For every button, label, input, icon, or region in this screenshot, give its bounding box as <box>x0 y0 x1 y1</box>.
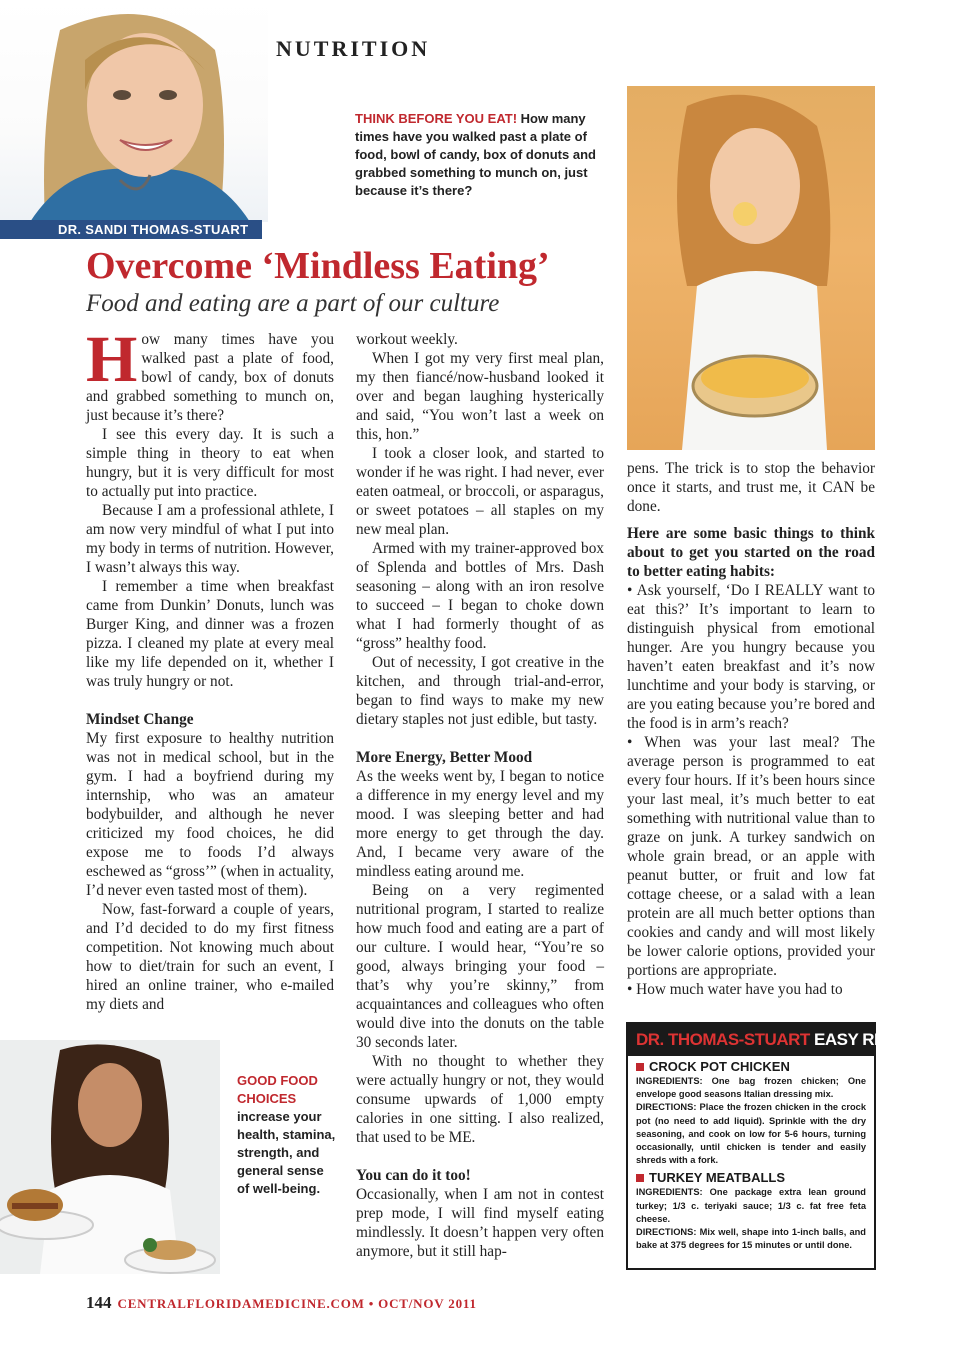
pull-quote-bottom <box>237 1072 337 1198</box>
pull-quote-lead: THINK BEFORE YOU EAT! <box>355 111 518 126</box>
recipes-header: DR. THOMAS-STUART EASY RECIPES <box>628 1024 874 1056</box>
section-heading: You can do it too! <box>356 1167 471 1184</box>
paragraph: Now, fast-forward a couple of years, and I’d decided to do my first fitness competition. Not knowing much about how to diet/train for such an event, I hired an online trainer, who e-mailed my diets and <box>86 901 334 1013</box>
page-footer <box>86 1293 477 1313</box>
paragraph: With no thought to whether they were actually hungry or not, they would consume upwards of 1,000 empty calories in one sitting. I also realized, that used to be ME. <box>356 1053 604 1146</box>
woman-eating-chips-photo <box>627 86 875 450</box>
paragraph: I took a closer look, and started to wonder if he was right. I had never, ever eaten oatmeal, or broccoli, or asparagus, or sweet potatoes – all staples on my new meal plan. <box>356 445 604 538</box>
square-bullet-icon <box>636 1174 644 1182</box>
article-column-1 <box>86 323 334 1014</box>
recipe-title: TURKEY MEATBALLS <box>649 1170 786 1186</box>
article-column-2 <box>356 330 604 1261</box>
pull-quote-text: increase your health, stamina, strength, and general sense of well-being. <box>237 1109 336 1196</box>
paragraph: How many times have you walked past a plate of food, bowl of candy, box of donuts and grabbed something to munch on, just because it’s there? <box>86 323 334 424</box>
pull-quote-top <box>355 110 615 200</box>
paragraph: Because I am a professional athlete, I am now very mindful of what I put into my body in terms of nutrition. However, I wasn’t always this way. <box>86 502 334 576</box>
article-column-3 <box>627 459 875 999</box>
pull-quote-text: How many times have you walked past a plate of food, bowl of candy, box of donuts and grabbed something to munch on, just because it’s there? <box>355 111 596 198</box>
recipe-crock-pot-chicken <box>628 1056 874 1167</box>
bullet-item: • Ask yourself, ‘Do I REALLY want to eat this?’ It’s important to learn to distinguish physical from emotional hunger. Are you hungry because you haven’t eaten breakfast and it’s now lunchtime and your body is starving, or are you eating because you’re bored and the food is in arm’s reach? <box>627 582 875 732</box>
headline: Overcome ‘Mindless Eating’ <box>86 245 550 287</box>
bullet-item: • When was your last meal? The average person is programmed to eat every four hours. If it’s been hours since your last meal, it’s much better to eat something with nutritional value than to graze on junk. A turkey sandwich on whole grain bread, or an apple with peanut butter, or fruit and low fat cottage cheese, or a salad with a lean protein are all much better options than cookies and candy and will most likely be lower calorie options, provided your portions are appropriate. <box>627 734 875 979</box>
paragraph: Occasionally, when I am not in contest prep mode, I will find myself eating mindlessly. It doesn’t happen very often anymore, but it still hap- <box>356 1186 604 1260</box>
drop-cap: H <box>86 323 138 396</box>
publication-info: CENTRALFLORIDAMEDICINE.COM • OCT/NOV 2011 <box>117 1296 477 1311</box>
author-name: DR. SANDI THOMAS-STUART <box>0 220 262 239</box>
recipes-box <box>626 1022 934 1270</box>
subheadline: Food and eating are a part of our culture <box>86 290 500 317</box>
paragraph: My first exposure to healthy nutrition was not in medical school, but in the gym. I had a boyfriend during my internship, who was an amateur bodybuilder, and although he never criticized my food choices, he did expose me to foods I’d always eschewed as “gross’” (when in actuality, I’d never even tasted most of them). <box>86 730 334 899</box>
paragraph: pens. The trick is to stop the behavior once it starts, and trust me, it CAN be done. <box>627 460 875 515</box>
paragraph: Out of necessity, I got creative in the kitchen, and through trial-and-error, began to find ways to make my new dietary staples not just edible, but tasty. <box>356 654 604 728</box>
page-number: 144 <box>86 1293 112 1312</box>
author-photo <box>0 0 268 222</box>
recipe-directions: DIRECTIONS: Mix well, shape into 1-inch balls, and bake at 375 degrees for 15 minutes or until done. <box>636 1227 866 1251</box>
paragraph: I remember a time when breakfast came from Dunkin’ Donuts, lunch was Burger King, and dinner was a frozen pizza. I cleaned my plate at every meal like my life depended on it, whether I was truly hungry or not. <box>86 578 334 690</box>
pull-quote-lead: GOOD FOOD CHOICES <box>237 1073 318 1106</box>
section-heading: Here are some basic things to think about to get you started on the road to better eating habits: <box>627 525 875 580</box>
woman-with-food-plates-photo <box>0 1040 220 1274</box>
recipe-directions: DIRECTIONS: Place the frozen chicken in the crock pot (no need to add liquid). Sprinkle with the dry seasoning, and cook on low for 5-6 hours, turning occasionally, until chicken is tender and easily shreds with a fork. <box>636 1102 866 1166</box>
section-heading: Mindset Change <box>86 711 194 728</box>
section-label: NUTRITION <box>276 36 431 61</box>
recipe-ingredients: INGREDIENTS: One bag frozen chicken; One envelope good seasons Italian dressing mix. <box>636 1076 866 1100</box>
paragraph: As the weeks went by, I began to notice a difference in my energy level and my mood. I was sleeping better and had more energy to get through the day. And, I became very aware of the mindless eating around me. <box>356 768 604 880</box>
paragraph: When I got my very first meal plan, my then fiancé/now-husband looked it over and began laughing hysterically and said, “You won’t last a week on this, hon.” <box>356 350 604 443</box>
bullet-item: • How much water have you had to <box>627 981 843 998</box>
paragraph: workout weekly. <box>356 331 458 348</box>
paragraph: I see this every day. It is such a simple thing in theory to eat when hungry, but it is very difficult for most to actually put into practice. <box>86 426 334 500</box>
square-bullet-icon <box>636 1063 644 1071</box>
paragraph: Armed with my trainer-approved box of Splenda and bottles of Mrs. Dash seasoning – along with an iron resolve to succeed – I began to choke down what I had formerly thought of as “gross” healthy food. <box>356 540 604 652</box>
paragraph: Being on a very regimented nutritional program, I started to realize how much food and eating are a part of our culture. I would hear, “You’re so good, always bringing your food – that’s why you’re skinny,” from acquaintances and colleagues who often would dive into the donuts on the table 30 seconds later. <box>356 882 604 1051</box>
section-heading: More Energy, Better Mood <box>356 749 533 766</box>
recipe-turkey-meatballs <box>628 1167 874 1252</box>
recipe-title: CROCK POT CHICKEN <box>649 1059 790 1074</box>
recipe-ingredients: INGREDIENTS: One package extra lean ground turkey; 1/3 c. teriyaki sauce; 1/3 c. fat free feta cheese. <box>636 1187 866 1224</box>
